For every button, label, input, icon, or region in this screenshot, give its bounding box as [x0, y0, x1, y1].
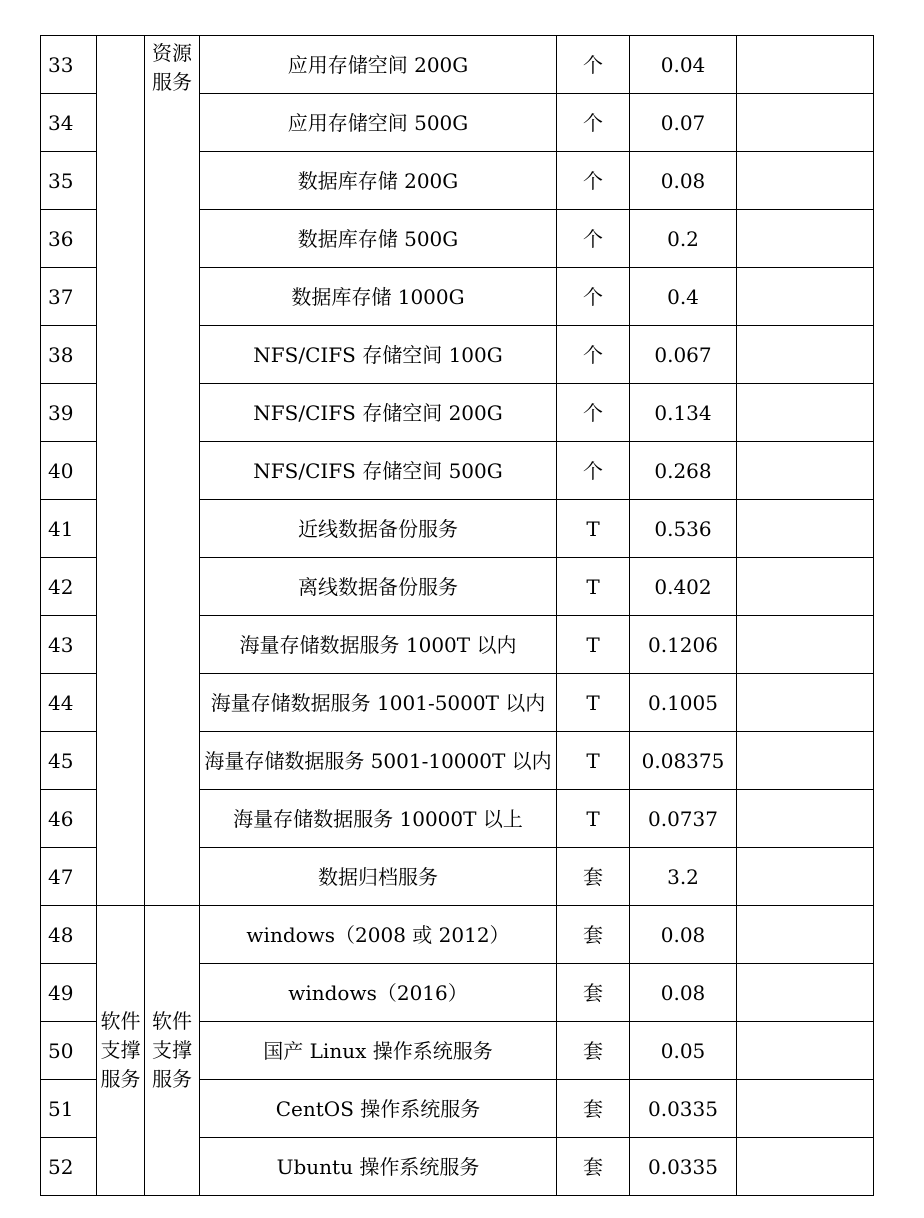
item-price: 0.07 [630, 94, 737, 152]
category-cell [97, 906, 145, 1196]
row-number: 40 [41, 442, 97, 500]
row-number: 34 [41, 94, 97, 152]
subcategory-label: 服务 [152, 1067, 192, 1091]
item-price: 0.08 [630, 964, 737, 1022]
subcategory-cell [145, 36, 200, 906]
item-note [737, 848, 874, 906]
row-number: 36 [41, 210, 97, 268]
item-unit: 个 [557, 152, 630, 210]
item-name: 近线数据备份服务 [200, 500, 557, 558]
row-number: 38 [41, 326, 97, 384]
item-unit: 个 [557, 442, 630, 500]
item-unit: 个 [557, 94, 630, 152]
item-name: CentOS 操作系统服务 [200, 1080, 557, 1138]
item-name: 海量存储数据服务 1000T 以内 [200, 616, 557, 674]
item-name: NFS/CIFS 存储空间 500G [200, 442, 557, 500]
item-price: 0.0335 [630, 1080, 737, 1138]
item-unit: 个 [557, 210, 630, 268]
item-note [737, 500, 874, 558]
item-unit: 个 [557, 268, 630, 326]
item-name: 数据归档服务 [200, 848, 557, 906]
item-name: windows（2016） [200, 964, 557, 1022]
item-unit: T [557, 500, 630, 558]
item-note [737, 152, 874, 210]
item-unit: T [557, 732, 630, 790]
item-unit: 个 [557, 326, 630, 384]
subcategory-cell [145, 906, 200, 1196]
item-unit: 套 [557, 1022, 630, 1080]
row-number: 43 [41, 616, 97, 674]
item-price: 0.08375 [630, 732, 737, 790]
item-name: 数据库存储 500G [200, 210, 557, 268]
row-number: 47 [41, 848, 97, 906]
item-price: 0.402 [630, 558, 737, 616]
row-number: 33 [41, 36, 97, 94]
item-note [737, 442, 874, 500]
item-note [737, 790, 874, 848]
item-name: 数据库存储 200G [200, 152, 557, 210]
item-unit: 个 [557, 36, 630, 94]
item-price: 0.1005 [630, 674, 737, 732]
item-note [737, 674, 874, 732]
row-number: 42 [41, 558, 97, 616]
item-unit: 套 [557, 964, 630, 1022]
item-note [737, 1080, 874, 1138]
item-name: 海量存储数据服务 5001-10000T 以内 [200, 732, 557, 790]
item-price: 0.0335 [630, 1138, 737, 1196]
item-unit: T [557, 790, 630, 848]
item-price: 0.08 [630, 906, 737, 964]
item-name: 数据库存储 1000G [200, 268, 557, 326]
item-price: 0.05 [630, 1022, 737, 1080]
item-price: 0.268 [630, 442, 737, 500]
row-number: 52 [41, 1138, 97, 1196]
item-price: 0.4 [630, 268, 737, 326]
item-note [737, 36, 874, 94]
item-note [737, 906, 874, 964]
item-unit: 套 [557, 1138, 630, 1196]
category-cell [97, 36, 145, 906]
table-row [41, 36, 874, 94]
item-name: windows（2008 或 2012） [200, 906, 557, 964]
subcategory-label: 软件 [152, 1009, 192, 1033]
row-number: 39 [41, 384, 97, 442]
item-note [737, 326, 874, 384]
item-name: 海量存储数据服务 10000T 以上 [200, 790, 557, 848]
category-label: 软件 [100, 1009, 141, 1033]
subcategory-label: 支撑 [152, 1038, 192, 1062]
item-price: 0.067 [630, 326, 737, 384]
item-name: 国产 Linux 操作系统服务 [200, 1022, 557, 1080]
item-unit: T [557, 616, 630, 674]
price-table [40, 35, 874, 1196]
row-number: 37 [41, 268, 97, 326]
item-note [737, 384, 874, 442]
item-name: 应用存储空间 200G [200, 36, 557, 94]
item-note [737, 1138, 874, 1196]
item-note [737, 732, 874, 790]
item-price: 0.536 [630, 500, 737, 558]
row-number: 46 [41, 790, 97, 848]
item-note [737, 94, 874, 152]
item-name: 应用存储空间 500G [200, 94, 557, 152]
row-number: 44 [41, 674, 97, 732]
item-price: 0.1206 [630, 616, 737, 674]
item-price: 0.2 [630, 210, 737, 268]
subcategory-label: 服务 [152, 70, 192, 94]
table-row [41, 906, 874, 964]
row-number: 45 [41, 732, 97, 790]
item-unit: 套 [557, 1080, 630, 1138]
item-name: Ubuntu 操作系统服务 [200, 1138, 557, 1196]
item-unit: T [557, 674, 630, 732]
item-unit: T [557, 558, 630, 616]
row-number: 49 [41, 964, 97, 1022]
row-number: 41 [41, 500, 97, 558]
item-note [737, 210, 874, 268]
item-name: NFS/CIFS 存储空间 200G [200, 384, 557, 442]
category-label: 支撑 [100, 1038, 141, 1062]
row-number: 50 [41, 1022, 97, 1080]
item-note [737, 268, 874, 326]
row-number: 48 [41, 906, 97, 964]
item-price: 0.08 [630, 152, 737, 210]
item-name: 离线数据备份服务 [200, 558, 557, 616]
item-unit: 套 [557, 906, 630, 964]
item-note [737, 964, 874, 1022]
item-name: NFS/CIFS 存储空间 100G [200, 326, 557, 384]
item-unit: 个 [557, 384, 630, 442]
item-note [737, 616, 874, 674]
item-price: 3.2 [630, 848, 737, 906]
item-note [737, 1022, 874, 1080]
row-number: 35 [41, 152, 97, 210]
item-price: 0.0737 [630, 790, 737, 848]
item-unit: 套 [557, 848, 630, 906]
item-note [737, 558, 874, 616]
row-number: 51 [41, 1080, 97, 1138]
item-name: 海量存储数据服务 1001-5000T 以内 [200, 674, 557, 732]
category-label: 服务 [100, 1067, 141, 1091]
item-price: 0.04 [630, 36, 737, 94]
item-price: 0.134 [630, 384, 737, 442]
subcategory-label: 资源 [152, 41, 192, 65]
